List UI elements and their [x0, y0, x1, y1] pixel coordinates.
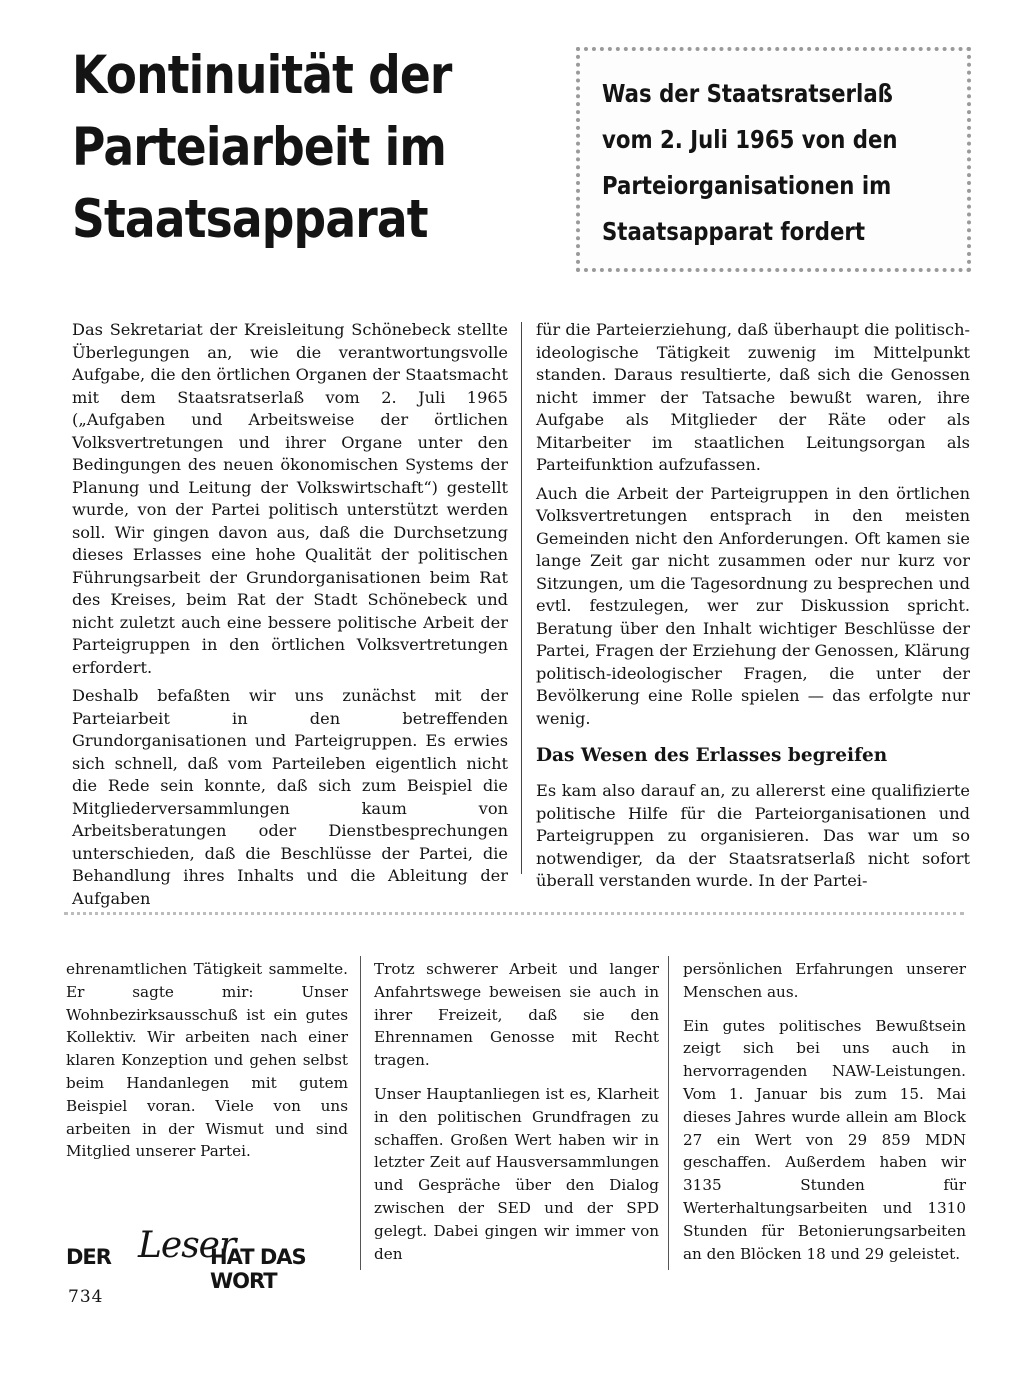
rubric-word: DER [66, 1245, 111, 1269]
teaser-text: Was der Staatsratserlaß vom 2. Juli 1965 von den Parteiorganisationen im Staatsapparat fordert [602, 79, 898, 246]
article-headline: Kontinuität der Parteiarbeit im Staatsapparat [72, 45, 452, 250]
column-divider [521, 322, 522, 874]
article-column-2 [536, 319, 970, 893]
paragraph: Trotz schwerer Arbeit und langer Anfahrtswege beweisen sie auch in ihrer Freizeit, daß sie den Ehrennamen Genosse mit Recht tragen. [374, 960, 659, 1070]
section-divider [64, 912, 964, 915]
teaser-box [576, 47, 971, 272]
paragraph: ehrenamtlichen Tätigkeit sammelte. Er sagte mir: Unser Wohnbezirksausschuß ist ein gutes Kollektiv. Wir arbeiten nach einer klaren Konzeption und gehen selbst beim Handanlegen mit gutem Beispiel voran. Viele von uns arbeiten in der Wismut und sind Mitglied unserer Partei. [66, 960, 348, 1161]
section-subheading: Das Wesen des Erlasses begreifen [536, 745, 888, 766]
paragraph: Auch die Arbeit der Parteigruppen in den örtlichen Volksvertretungen entsprach in den meisten Gemeinden nicht den Anforderungen. Oft kamen sie lange Zeit gar nicht zusammen oder nur kurz vor Sitzungen, um die Tagesordnung zu besprechen und evtl. festzulegen, wer zur Diskussion spricht. Beratung über den Inhalt wichtiger Beschlüsse der Partei, Fragen der Erziehung der Genossen, Klärung politisch-ideologischer Fragen, die unter der Bevölkerung eine Rolle spielen — das erfolgte nur wenig. [536, 483, 970, 728]
paragraph: Deshalb befaßten wir uns zunächst mit der Parteiarbeit in den betreffenden Grundorganisationen und Parteigruppen. Es erwies sich schnell, daß vom Parteileben eigentlich nicht die Rede sein konnte, daß sich zum Beispiel die Mitgliederversammlungen kaum von Arbeitsberatungen oder Dienstbesprechungen unterschieden, daß die Beschlüsse der Partei, die Behandlung ihres Inhalts und die Ableitung der Aufgaben [72, 686, 508, 908]
article-column-1 [72, 319, 508, 910]
column-divider [668, 956, 669, 1270]
paragraph: Es kam also darauf an, zu allererst eine qualifizierte politische Hilfe für die Parteiorganisationen und Parteigruppen zu organisieren. Das war um so notwendiger, da der Staatsratserlaß nicht sofort überall verstanden wurde. In der Partei- [536, 781, 970, 890]
paragraph: für die Parteierziehung, daß überhaupt die politisch-ideologische Tätigkeit zuwenig im Mittelpunkt standen. Daraus resultierte, daß sich die Genossen nicht immer der Tatsache bewußt waren, ihre Aufgabe als Mitglieder der Räte oder als Mitarbeiter im staatlichen Leitungsorgan als Parteifunktion aufzufassen. [536, 320, 970, 474]
paragraph: Ein gutes politisches Bewußtsein zeigt sich bei uns auch in hervorragenden NAW-Leistungen. Vom 1. Januar bis zum 15. Mai dieses Jahres wurde allein am Block 27 ein Wert von 29 859 MDN geschaffen. Außerdem haben wir 3135 Stunden für Werterhaltungsarbeiten und 1310 Stunden für Betonierungsarbeiten an den Blöcken 18 und 29 geleistet. [683, 1016, 966, 1263]
paragraph: persönlichen Erfahrungen unserer Menschen aus. [683, 960, 966, 1001]
paragraph: Das Sekretariat der Kreisleitung Schönebeck stellte Überlegungen an, wie die verantwortungsvolle Aufgabe, die den örtlichen Organen der Staatsmacht mit dem Staatsratserlaß vom 2. Juli 1965 („Aufgaben und Arbeitsweise der örtlichen Volksvertretungen und ihrer Organe unter den Bedingungen des neuen ökonomischen Systems der Planung und Leitung der Volkswirtschaft“) gestellt wurde, von der Partei politisch unterstützt werden soll. Wir gingen davon aus, daß die Durchsetzung dieses Erlasses eine hohe Qualität der politischen Führungsarbeit der Grundorganisationen beim Rat des Kreises, beim Rat der Stadt Schönebeck und nicht zuletzt auch eine bessere politische Arbeit der Parteigruppen in den örtlichen Volksvertretungen erfordert. [72, 320, 508, 677]
reader-rubric-logo [66, 1225, 356, 1293]
rubric-script-word: Leser [138, 1225, 236, 1266]
letter-column-3 [683, 958, 966, 1265]
letter-column-1 [66, 958, 348, 1163]
rubric-word: HAT DAS WORT [210, 1245, 306, 1293]
letter-column-2 [374, 958, 659, 1265]
paragraph: Unser Hauptanliegen ist es, Klarheit in den politischen Grundfragen zu schaffen. Großen Wert haben wir in letzter Zeit auf Hausversammlungen und Gespräche über den Dialog zwischen der SED und der SPD gelegt. Dabei gingen wir immer von den [374, 1084, 659, 1263]
column-divider [360, 956, 361, 1270]
page-number: 734 [68, 1287, 104, 1307]
